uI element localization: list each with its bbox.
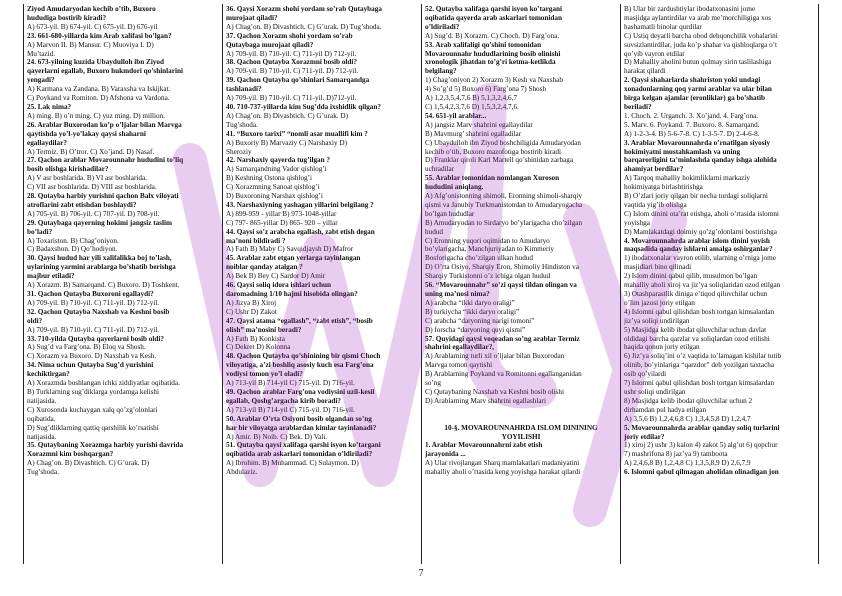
answer-line: A) Tarqoq mahalliy hokimliklarni markaziy — [624, 174, 750, 183]
answer-line: haqida qonun joriy etilgan — [624, 343, 700, 352]
answer-line: A) 709-yil. B) 710-yil. C) 711-yil. D) 712-yil. — [226, 67, 359, 76]
answer-line: B) Amudaryodan to Sirdaryo bo’ylarigacha cho’zilgan — [425, 218, 583, 227]
question-line: 1. Arablar Movarounnahrni zabt etish — [425, 441, 543, 450]
answer-line: mahalliy aholi o’rtasida keng yoyishga harakat qilardi — [425, 468, 581, 477]
question-line: oqibatida qayerda arab askarlari tomonidan — [425, 13, 562, 22]
answer-line: oqibatida. — [27, 414, 56, 423]
answer-line: vaqtida yig’ib olishga — [624, 200, 687, 209]
answer-line: A) Chag’on. B) Divashtich. C) G’urak. D) — [27, 459, 149, 468]
answer-line: C) arabcha “daryoning narigi tomoni” — [425, 316, 535, 325]
answer-line: A) Xorazm. B) Samarqand. C) Buxoro. D) Toshkent. — [27, 281, 180, 290]
answer-line: A) 899-959 - yillar B) 973-1048-yillar — [226, 209, 337, 218]
question-line: majbur etiladi? — [27, 272, 75, 281]
answer-line: hashamatli binolar qurdilar — [624, 22, 702, 31]
answer-line: 3) Otashparastlik diniga e’tiqod qiluvchilar uchun — [624, 290, 768, 298]
answer-line: Marvga tomon qaytishi — [425, 361, 493, 370]
question-line: hududini aniqlang. — [425, 183, 484, 192]
question-line: 41. “Buxoro tarixi” “nomli asar muallifi kim ? — [226, 129, 368, 138]
question-line: noiblar qanday atalgan ? — [226, 263, 303, 272]
question-line: 6. Islomni qabul qilmagan aholidan olinadigan jon — [624, 468, 779, 477]
answer-line: C) Eronning yuqori oqimidan to Amudaryo — [425, 236, 550, 245]
answer-line — [425, 406, 617, 415]
answer-line: D) Arablarning Marv shahrini egallashlari — [425, 396, 546, 405]
answer-line: natijasida. — [27, 396, 57, 405]
question-line: 2. Qaysi shaharlarda shahriston yoki undagi — [624, 76, 761, 85]
answer-line: jiz’ya soliqi undirilgan — [624, 316, 690, 325]
answer-line: A) 709-yil. B) 710-yil. C) 711-yil. D) 712-yil. — [27, 298, 160, 307]
answer-line — [425, 415, 617, 424]
question-line: Qutaybaga murojaat qiladi? — [226, 40, 314, 49]
question-line: tashlanadi? — [226, 85, 262, 94]
answer-line: A) 709-yil. B) 710-yil. C) 711-yil. D)712-yil. — [226, 94, 357, 103]
answer-line: dirhamdan pul hadya etilgan — [624, 405, 707, 414]
answer-line: A) Chag’on. B) Divashtich. C) G’urak. D) Tug’shoda. — [226, 22, 382, 31]
question-line: 25. Lak nima? — [27, 102, 72, 111]
question-line: 4. Movarounnahrda arablar islom dinini yoyish — [624, 236, 770, 245]
answer-line: A) Amir. B) Noib. C) Bek. D) Vali. — [226, 432, 328, 441]
answer-line: osib qo’yilardi — [624, 370, 667, 379]
answer-line: A) Sug’d va Farg’ona. B) Eloq va Shosh. — [27, 343, 146, 352]
question-line: 39. Qachon Qutayba qo’shinlari Samarqandga — [226, 76, 370, 85]
answer-line: A) 1-2-3-4. B) 5-6-7-8. C) 1-3-5-7. D) 2-4-6-8. — [624, 129, 760, 138]
answer-line: masjidlari bino qilinadi — [624, 263, 692, 272]
answer-line: 7) mashrifona 8) jaz’ya 9) tamboota — [624, 450, 728, 459]
question-line: 57. Quyidagi qaysi voqeadan so’ng arablar Termiz — [425, 334, 580, 343]
question-line: 36. Qaysi Xorazm shohi yordam so’rab Qutaybaga — [226, 5, 382, 13]
question-line: 29. Qutaybaga qayerning hokimi jangsiz taslim — [27, 218, 172, 227]
answer-line: natijasida. — [27, 432, 57, 441]
question-line: bo’ladi? — [27, 227, 53, 236]
question-line: 54. 651-yil arablar... — [425, 111, 487, 120]
answer-line: oldidagi barcha qarzlar va soliqlardan ozod etilishi — [624, 334, 770, 343]
answer-line: qismi va Janubiy Turkmanistondan to Amudaryogacha — [425, 200, 583, 209]
question-line: oqibatida arab askarlari tomonidan o’ldiriladi? — [226, 450, 373, 459]
page-number: 7 — [418, 568, 424, 579]
question-line: 32. Qachon Qutayba Naxshab va Keshni bosib — [27, 307, 170, 316]
question-line: 3. Arablar Movarounnahrda o’rnatilgan siyosiy — [624, 138, 771, 147]
answer-line: A) Ular rivojlangan Sharq mamlakatlari madaniyatini — [425, 459, 580, 468]
answer-line: hudud — [425, 227, 443, 236]
question-line: 10-§. MOVAROUNNAHRDA ISLOM DININING — [444, 423, 598, 432]
question-line: egallab, Qoshg’argacha kirib boradi? — [226, 396, 342, 405]
answer-line: C) 1,5,4,2,3,7,6 D) 1,5,3,2,4,7,6. — [425, 102, 519, 111]
answer-line: 1) xiroj 2) ushr 3) kalon 4) zakot 5) alg’ut 6) qopchur — [624, 441, 778, 450]
question-line: 42. Narshaxiy qayerda tug’ilgan ? — [226, 156, 331, 165]
answer-line: D) O’rta Osiyo, Sharqiy Eron, Shimoliy Hindiston va — [425, 263, 579, 272]
answer-line: 8) Masjidga kelib ibodat qiluvchilar uchun 2 — [624, 396, 753, 405]
answer-line: o’lim jazosi joriy etilgan — [624, 298, 695, 307]
answer-line: qo’yib vayron etdilar — [624, 49, 685, 58]
question-line: 49. Qachon arablar Farg’ona vodiysini uzil-kesil — [226, 387, 375, 396]
question-line: Movarounnahr hududlarining bosib olinishi — [425, 49, 561, 58]
question-line: viloyatiga, a’zi boshliq asosiy kuch esa Farg’ona — [226, 361, 374, 370]
answer-line: 5. Marv. 6. Poykand. 7. Buxoro. 8. Samarqand. — [624, 120, 760, 129]
question-line: 40. 710-737-yillarda kim Sug’dda ixshidlik qilgan? — [226, 102, 381, 111]
question-line: qayerlarni egallab, Buxoro hukmdori qo’shinlarini — [27, 67, 183, 76]
answer-line: C) Xorazm va Buxoro. D) Naxshab va Kesh. — [27, 352, 157, 361]
question-line: xronologik jihatdan to’g’ri ketma-ketlikda — [425, 58, 556, 67]
column-3 — [421, 4, 620, 564]
answer-line: B) Mavmurg’ shahrini egalladilar — [425, 129, 522, 138]
answer-line: Bosforigacha cho’zilgan ulkan hudud — [425, 254, 533, 263]
question-line: shahrini egallaydilar?, — [425, 343, 495, 352]
answer-line: A) V asr boshlarida. B) VI asr boshlarida. — [27, 174, 147, 183]
answer-line: Sheroziy — [226, 147, 252, 156]
answer-line: B) Turklarning sug’diklarga yordamga kelishi — [27, 387, 160, 396]
answer-line: A) Karmana va Zandana. B) Varaxsha va Iskijkat. — [27, 85, 171, 94]
answer-line: A) 713-yil B) 714-yil C) 715-yil. D) 716-yil. — [226, 405, 355, 414]
question-line: bosib olishga kirishadilar? — [27, 165, 109, 174]
answer-line: A) Fath B) Konkista — [226, 334, 285, 343]
exam-page — [23, 4, 819, 564]
answer-line: Abdulaziz. — [226, 468, 258, 477]
question-line: 46. Qaysi soliq idora ishlari uchun — [226, 281, 332, 290]
answer-line: mahalliy aholi xiroj va jiz’ya soliqlaridan ozod etilgan — [624, 281, 781, 290]
question-line: murojaat qiladi? — [226, 13, 278, 22]
answer-line: D) Mamlakatdagi doimiy qo’zg’olonlarni bostirishga — [624, 227, 777, 236]
question-line: 30. Qaysi hudud har yili xalifalikka boj to’lash, — [27, 254, 172, 263]
answer-line: A) Samarqandning Vador qishlog’i — [226, 165, 327, 174]
answer-line: A) Ibrohim. B) Muhammad. C) Sulaymon. D) — [226, 459, 359, 468]
answer-line: C) Ustiq deyarli barcha obod dehqonchilik vohalarini — [624, 31, 778, 40]
answer-line: 1) Chag’oniyon 2) Xorazm 3) Kesh va Naxshab — [425, 76, 563, 85]
answer-line: harakat qilardi — [624, 67, 666, 76]
question-line: xonadonlarning qoq yarmi arablar va ular bilan — [624, 85, 772, 94]
question-line: 26. Arablar Buxorodan ko’p o’ljalar bilan Marvga — [27, 120, 182, 129]
question-line: hududiga bostirib kiradi? — [27, 13, 107, 22]
question-line: olish” ma’nosini beradi? — [226, 325, 302, 334]
question-line: qaytishda yo’l-yo’lakay qaysi shaharni — [27, 129, 146, 138]
answer-line: hokimiyatga birlashtirishga — [624, 183, 703, 192]
answer-line: suvsizlantirdilar, juda ko’p shahar va qishloqlarga o’t — [624, 40, 777, 49]
answer-line: C) Ubaydulloh ibn Ziyod boshchiligida Amudaryodan — [425, 138, 581, 147]
column-1 — [23, 4, 222, 564]
question-line: 45. Arablar zabt etgan yerlarga tayinlangan — [226, 254, 361, 263]
question-line: 23. 661-680-yillarda kim Arab xalifasi bo’lgan? — [27, 31, 172, 40]
column-4 — [620, 4, 819, 564]
answer-line: 2) Islom dinini qabul qilib, musulmon bo’lgan — [624, 272, 758, 281]
answer-line: Mu’tazid. — [27, 49, 56, 58]
question-line: atroflarini zabt etishdan boshlaydi? — [27, 200, 137, 209]
question-line: kechiktirgan? — [27, 370, 70, 379]
question-line: 55. Arablar tomonidan nomlangan Xuroson — [425, 174, 560, 183]
question-line: 5. Movarounnahrda arablar qanday soliq turlarini — [624, 423, 780, 432]
answer-line: Sharqiy Turkistonni o’z ichiga olgan hudud — [425, 272, 551, 281]
question-line: jarayonida ... — [425, 450, 466, 459]
question-line: 51. Qutayba qaysi xalifaga qarshi isyon ko’targani — [226, 441, 381, 450]
answer-line: C) Poykand va Romiton. D) Afshona va Vardona. — [27, 94, 170, 103]
question-line: ma’noni bildiradi ? — [226, 236, 286, 245]
answer-line: A) Termiz. B) O’tror. C) Xo’jand. D) Nasaf. — [27, 147, 155, 156]
answer-line: A) Arablarning turli xil o’ljalar bilan Buxorodan — [425, 352, 565, 361]
answer-line: A) 709-yil. B) 710-yil. C) 711-yil. D) 712-yil. — [27, 325, 160, 334]
answer-line: bo’lgan hududlar — [425, 209, 475, 218]
question-line: 53. Arab xalifaligi qo’shini tomonidan — [425, 40, 542, 49]
question-line: o’ldiriladi? — [425, 22, 460, 31]
question-line: 33. 710-yilda Qutayba qayerlarni bosib oldi? — [27, 334, 164, 343]
answer-line: 7) Islomni qabul qilishdan bosh tortgan kimsalardan — [624, 379, 775, 388]
answer-line: A) ming. B) o’n ming. C) yuz ming. D) million. — [27, 111, 165, 120]
answer-line: C) Ushr D) Zakot — [226, 307, 277, 316]
answer-line: A) 2,4,6,8 B) 1,2,4,8 C) 1,3,5,8,9 D) 2,6,7,9 — [624, 459, 751, 468]
answer-line: A) jangsiz Marv shahrini egallaydilar — [425, 120, 533, 129]
question-line: uylarining yarmini arablarga bo’shatib berishga — [27, 263, 176, 272]
question-line: 56. “Movarounnahr” so’zi qaysi tildan olingan va — [425, 281, 577, 290]
answer-line: A) Bek B) Bey C) Sardor D) Amir — [226, 272, 326, 281]
answer-line: kechib o’tib, Buxoro mazofotiga bostirib kiradi — [425, 147, 562, 156]
question-line: 34. Nima uchun Qutayba Sug’d yurishini — [27, 361, 154, 370]
answer-line: A) 713-yil B) 714-yil C) 715-yil. D) 716-yil. — [226, 379, 355, 388]
question-line: hokimiyatni mustahkamlash va uning — [624, 147, 741, 156]
question-line: belgilang? — [425, 67, 457, 76]
answer-line: C) Xorazmning Sanoat qishlog’i — [226, 183, 320, 192]
question-line: Xorazmni kim boshqargan? — [27, 450, 114, 459]
answer-line: A) Fath B) Maby C) Savqidjaysh D) Mafror — [226, 245, 354, 254]
answer-line: A) Xorazmda boshlangan ichki ziddiyatlar oqibatida. — [27, 379, 180, 388]
answer-line: 4) So’g’d 5) Buxoro 6) Farg’ona 7) Shosh — [425, 85, 547, 94]
answer-line: C) VII asr boshlarida. D) VIII asr boshlarida. — [27, 183, 157, 192]
answer-line: A) arabcha “ikki daryo oraligi” — [425, 298, 515, 307]
answer-line: A) Marvon II. B) Mansur. C) Muoviya I. D) — [27, 40, 154, 49]
question-line: vodiysi tomon yo’l oladi? — [226, 370, 303, 379]
question-line: oldi? — [27, 316, 43, 325]
answer-line: A) Toxariston. B) Chag’oniyon. — [27, 236, 119, 245]
answer-line: C) Qutaybaning Naxshab va Keshni bosib olishi — [425, 387, 564, 396]
question-line: YOYILISHI — [501, 432, 541, 441]
answer-line: olinib, bo’yinlariga “qarzdor” deb yozilgan taxtacha — [624, 361, 775, 370]
answer-line: B) turkiycha “ikki daryo oraligi” — [425, 307, 520, 316]
answer-line: A) 673-yil. B) 674-yil. C) 675-yil. D) 676-yil — [27, 22, 158, 31]
answer-line: C) 797- 865-yillar D) 865- 920 – yillar — [226, 218, 338, 227]
question-line: 37. Qachon Xorazm shohi yordam so’rab — [226, 31, 353, 40]
answer-line: B) O’zlari joriy qilgan bir necha turdagi soliqlarni — [624, 192, 768, 201]
answer-line: A) 1,2,3,5,4,7,6 B) 5,1,3,2,4,6,7 — [425, 94, 518, 103]
question-line: 48. Qachon Qutayba qo’shinining bir qismi Choch — [226, 352, 381, 361]
question-line: uning ma’nosi nima? — [425, 290, 490, 298]
answer-line: A) 705-yil. B) 706-yil. C) 707-yil. D) 708-yil. — [27, 209, 160, 218]
column-2 — [222, 4, 421, 564]
answer-line: D) forscha “daryoning quyi qismi” — [425, 325, 526, 334]
question-line: maqsadida qanday ishlarni amalga oshirganlar? — [624, 245, 773, 254]
answer-line: A) Chag’on. B) Divashtich. C) G’urak. D) — [226, 111, 348, 120]
question-line: 43. Narshaxiyning yashagan yillarini belgilang ? — [226, 200, 374, 209]
question-line: 28. Qutayba harbiy yurishni qachon Balx viloyati — [27, 192, 179, 201]
question-line: 27. Qachon arablar Movarounnahr hududini to’liq — [27, 156, 184, 165]
answer-line: B) Arablarning Poykand va Romitonni egallanganidan — [425, 370, 582, 379]
answer-line: Tug’shoda. — [226, 120, 258, 129]
answer-line: A) 3,5,6 B) 1,2,4,6,8 C) 1,3,4,5,8 D) 1,2,4,7 — [624, 414, 751, 423]
question-line: barqarorligini ta’minlashda qanday ishga alohida — [624, 156, 777, 165]
answer-line: yoyishga — [624, 218, 650, 227]
answer-line: 4) Islomni qabul qilishdan bosh tortgan kimsalardan — [624, 307, 775, 316]
answer-line: D) Franklar qiroli Karl Martell qo’shinidan zarbaga — [425, 156, 574, 165]
answer-line: A) Sug’d. B) Xorazm. C) Choch. D) Farg’ona. — [425, 31, 560, 40]
question-line: 24. 673-yilning kuzida Ubaydulloh ibn Ziyod — [27, 58, 165, 67]
question-line: 50. Arablar O’rta Osiyoni bosib olgandan so’ng — [226, 414, 372, 423]
answer-line: A) Jizya B) Xiroj — [226, 298, 277, 307]
answer-line: uchradilar — [425, 165, 455, 174]
answer-line: D) Buxoroning Narshax qishlog’i — [226, 192, 323, 201]
question-line: yengadi? — [27, 76, 55, 85]
answer-line: C) Badaxshon. D) Qo’hodiyon. — [27, 245, 118, 254]
answer-line: masjidga aylantirdilar va arab me’morchiligiga xos — [624, 13, 772, 22]
answer-line: B) Ular bir zardushtiylar ibodatxonasini jome — [624, 5, 756, 13]
question-line: 52. Qutayba xalifaga qarshi isyon ko’targani — [425, 5, 562, 13]
answer-line: so’ng — [425, 379, 441, 388]
question-line: egallaydilar? — [27, 138, 67, 147]
answer-line: A) Buxoriy B) Marvaziy C) Narshaxiy D) — [226, 138, 347, 147]
question-line: ahamiyat berdilar? — [624, 165, 684, 174]
answer-line: 1. Choch. 2. Urganch. 3. Xo’jand. 4. Farg’ona. — [624, 111, 759, 120]
answer-line: 5) Masjidga kelib ibodat qiluvchilar uchun davlat — [624, 325, 767, 334]
answer-line: C) Xurosonda kuchaygan xalq qo’zg’olonlari — [27, 405, 158, 414]
question-line: 47. Qaysi atama “egallash”, “zabt etish”, “bosib — [226, 316, 373, 325]
question-line: 44. Qaysi so’z arabcha egallash, zabt etish degan — [226, 227, 375, 236]
answer-line: B) Keshning Ostona qishlog’i — [226, 174, 313, 183]
answer-line: Tug’shoda. — [27, 468, 59, 477]
question-line: 38. Qachon Qutayba Xorazmni bosib oldi? — [226, 58, 357, 67]
answer-line: A) Afg’onistonning shimoli, Eronning shimoli-sharqiy — [425, 192, 583, 201]
question-line: joriy etdilar? — [624, 432, 665, 441]
answer-line: bo’ylarigacha, Manchjuriyadan to Kimmeriy — [425, 245, 554, 254]
answer-line: A) 709-yil. B) 710-yil. C) 711-yil D) 712-yil. — [226, 49, 357, 58]
question-line: 31. Qachon Qutayba Buxoroni egallaydi? — [27, 290, 154, 298]
question-line: 35. Qutaybaning Xorazmga harbiy yurishi davrida — [27, 441, 184, 450]
question-line: Ziyod Amudaryodan kechib o’tib, Buxoro — [27, 5, 156, 13]
answer-line: C) Islom dinini ota’rat etishga, aholi o’rtasida islomni — [624, 209, 779, 218]
question-line: daromadning 1/10 hajmi hisobida olingan? — [226, 290, 358, 298]
question-line: har bir viloyatga arablardan kimlar tayinlanadi? — [226, 423, 377, 432]
question-line: birga kelgan ajamlar (eronliklar) ga bo’shatib — [624, 94, 766, 103]
answer-line: ushr soliqi undirilgan — [624, 387, 686, 396]
answer-line: 1) ibodatxonalar vayron etilib, ularning o’rniga jome — [624, 254, 776, 263]
answer-line: C) Dekret D) Kolonna — [226, 343, 291, 352]
answer-line: D) Sug’dliklarning qattiq qarshilik ko’rsatishi — [27, 423, 159, 432]
answer-line: 6) Jiz’ya soliq’ini o’z vaqtida to’lamagan kishilar tutib — [624, 352, 782, 361]
question-line: beriladi? — [624, 102, 652, 111]
answer-line: D) Mahalliy aholini butun qolmay sirin taslilashiga — [624, 58, 772, 67]
